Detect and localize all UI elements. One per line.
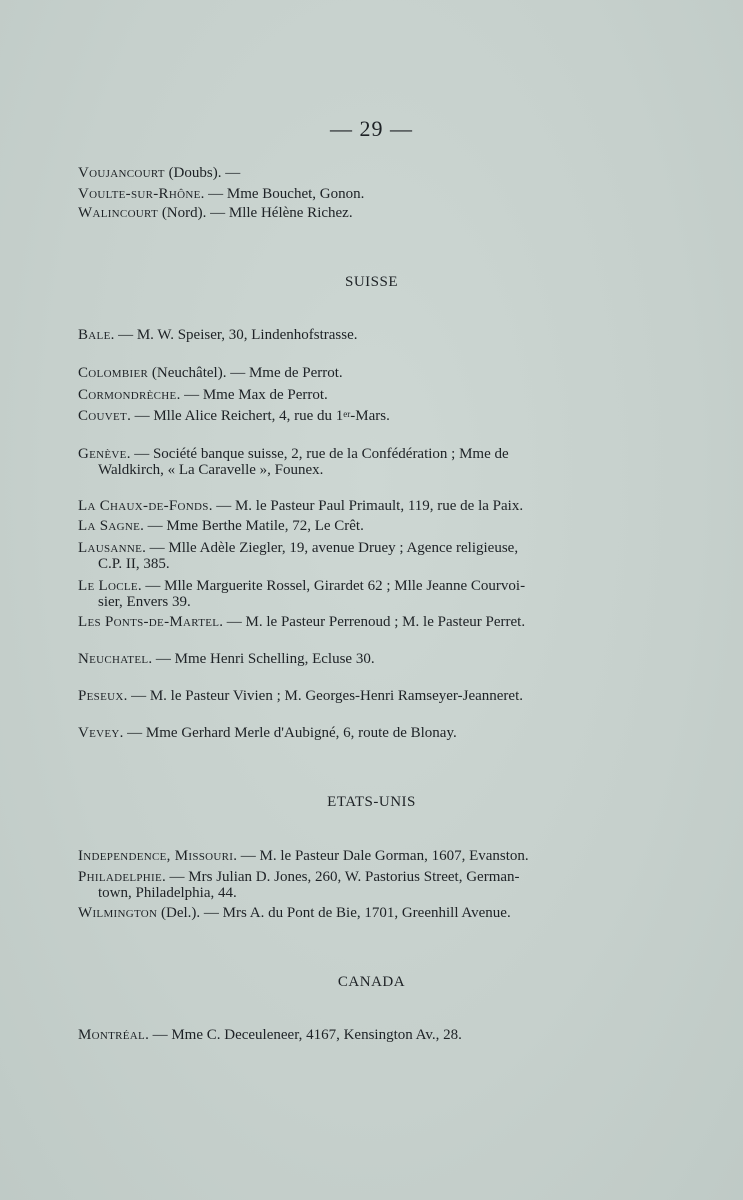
entry-line xyxy=(78,446,613,462)
place-name: Independence, Missouri xyxy=(78,848,234,864)
place-name: Walincourt xyxy=(78,205,159,221)
entry-colombier xyxy=(78,365,613,381)
entry-text: . — Société banque suisse, 2, rue de la Confédération ; Mme de xyxy=(126,446,509,462)
entry-text: . — Mme Bouchet, Gonon. xyxy=(200,186,365,202)
entry-text: . — Mlle Alice Reichert, 4, rue du 1 xyxy=(127,408,344,424)
entry-peseux xyxy=(78,688,613,704)
place-name: Montréal xyxy=(78,1027,146,1043)
entry-wilmington xyxy=(78,905,613,921)
entry-le-locle xyxy=(78,578,613,610)
entry-walincourt xyxy=(78,205,613,221)
place-name: Voujancourt xyxy=(78,165,165,181)
section-title-canada: CANADA xyxy=(337,974,406,990)
entry-continuation: C.P. II, 385. xyxy=(98,556,170,572)
section-title-etats-unis: ETATS-UNIS xyxy=(327,794,416,810)
entry-les-ponts-de-martel xyxy=(78,614,613,630)
entry-text: . — M. le Pasteur Paul Primault, 119, rue de la Paix. xyxy=(208,498,524,514)
place-name: Neuchatel xyxy=(78,651,149,667)
place-name: Les Ponts-de-Martel xyxy=(78,614,220,630)
entry-la-chaux-de-fonds xyxy=(78,498,613,514)
entry-continuation: town, Philadelphia, 44. xyxy=(98,885,237,901)
entry-text: . — Mme Gerhard Merle d'Aubigné, 6, route de Blonay. xyxy=(119,725,457,741)
entry-philadelphie xyxy=(78,869,613,901)
entry-vevey xyxy=(78,725,613,741)
place-name: La Sagne xyxy=(78,518,141,534)
entry-text: (Nord). — Mlle Hélène Richez. xyxy=(158,205,353,221)
entry-cormondreche xyxy=(78,387,613,403)
page-number: — 29 — xyxy=(330,116,413,141)
entry-text: . — Mme Henri Schelling, Ecluse 30. xyxy=(148,651,375,667)
entry-voujancourt xyxy=(78,165,613,181)
section-title-suisse: SUISSE xyxy=(344,274,399,290)
entry-text: -Mars. xyxy=(350,408,390,424)
place-name: Cormondrèche xyxy=(78,387,177,403)
place-name: Couvet xyxy=(78,408,128,424)
place-name: Bale xyxy=(78,327,111,343)
place-name: Wilmington xyxy=(78,905,158,921)
entry-text: . — M. le Pasteur Perrenoud ; M. le Pasteur Perret. xyxy=(219,614,526,630)
place-name: Genève xyxy=(78,446,127,462)
entry-geneve xyxy=(78,446,613,478)
entry-text: . — M. le Pasteur Vivien ; M. Georges-Henri Ramseyer-Jeanneret. xyxy=(123,688,523,704)
entry-text: (Neuchâtel). — Mme de Perrot. xyxy=(148,365,343,381)
entry-bale xyxy=(78,327,613,343)
place-name: Vevey xyxy=(78,725,120,741)
entry-couvet xyxy=(78,408,613,424)
entry-montreal xyxy=(78,1027,613,1043)
place-name: La Chaux-de-Fonds xyxy=(78,498,209,514)
entry-text: . — Mlle Adèle Ziegler, 19, avenue Druey ; Agence religieuse, xyxy=(142,540,519,556)
entry-text: . — Mlle Marguerite Rossel, Girardet 62 ; Mlle Jeanne Courvoi- xyxy=(137,578,526,594)
entry-continuation: sier, Envers 39. xyxy=(98,594,191,610)
entry-text: . — Mme C. Deceuleneer, 4167, Kensington Av., 28. xyxy=(145,1027,462,1043)
entry-neuchatel xyxy=(78,651,613,667)
entry-text: . — Mrs Julian D. Jones, 260, W. Pastorius Street, German- xyxy=(162,869,520,885)
entry-lausanne xyxy=(78,540,613,572)
entry-text: . — M. W. Speiser, 30, Lindenhofstrasse. xyxy=(110,327,358,343)
entry-text: . — Mme Berthe Matile, 72, Le Crêt. xyxy=(140,518,364,534)
place-name: Peseux xyxy=(78,688,124,704)
entry-text: (Doubs). — xyxy=(164,165,241,181)
superscript: er xyxy=(343,409,351,419)
place-name: Voulte-sur-Rhône xyxy=(78,186,201,202)
place-name: Le Locle xyxy=(78,578,138,594)
entry-independence xyxy=(78,848,613,864)
entry-continuation: Waldkirch, « La Caravelle », Founex. xyxy=(98,462,324,478)
entry-la-sagne xyxy=(78,518,613,534)
place-name: Philadelphie xyxy=(78,869,163,885)
entry-voulte-sur-rhone xyxy=(78,186,613,202)
place-name: Colombier xyxy=(78,365,149,381)
place-name: Lausanne xyxy=(78,540,143,556)
entry-text: . — M. le Pasteur Dale Gorman, 1607, Evanston. xyxy=(233,848,529,864)
entry-text: (Del.). — Mrs A. du Pont de Bie, 1701, Greenhill Avenue. xyxy=(157,905,511,921)
entry-text: . — Mme Max de Perrot. xyxy=(176,387,328,403)
